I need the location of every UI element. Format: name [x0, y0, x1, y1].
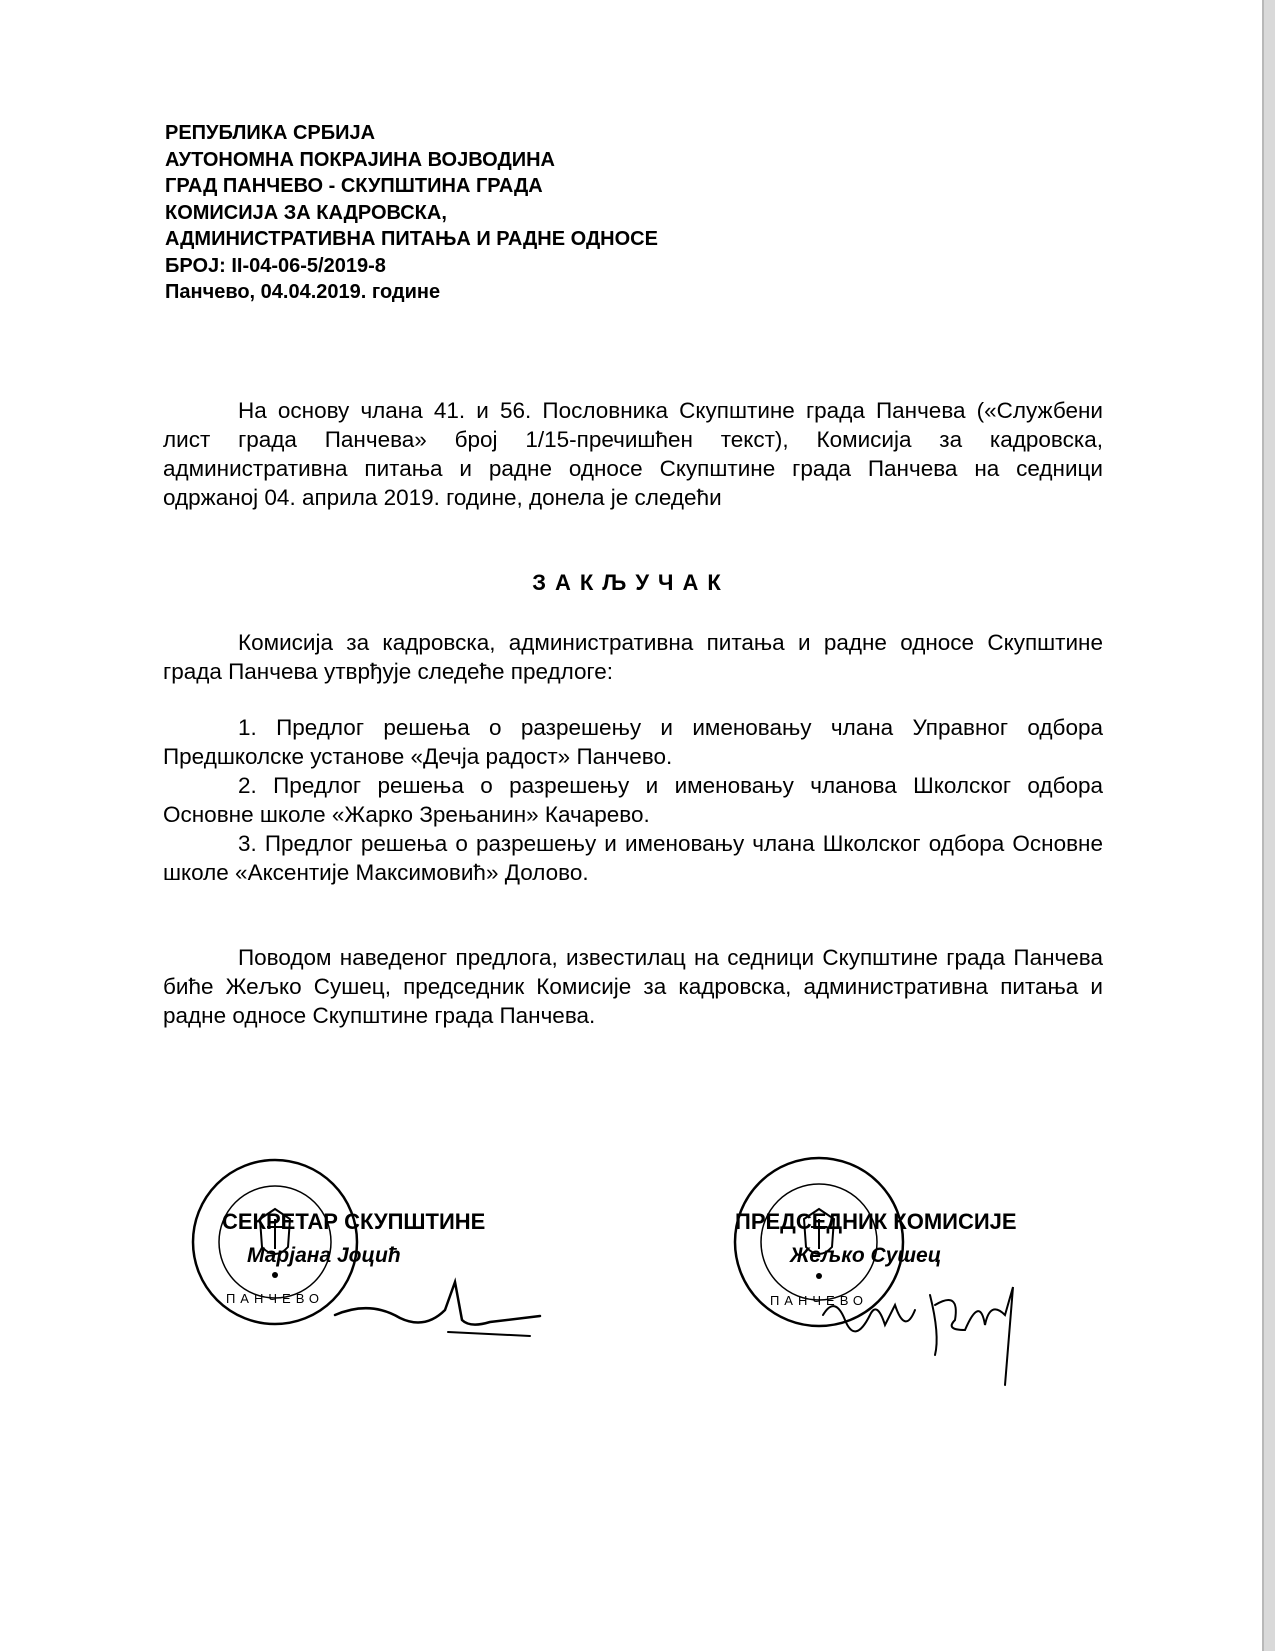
intro-paragraph [163, 396, 1103, 512]
document-title: ЗАКЉУЧАК [532, 570, 730, 595]
header-line-number: БРОЈ: II-04-06-5/2019-8 [165, 254, 386, 277]
proposal-list [163, 713, 1103, 887]
handwritten-signature-right [815, 1275, 1035, 1425]
header-line-city-assembly: ГРАД ПАНЧЕВО - СКУПШТИНА ГРАДА [165, 175, 543, 197]
svg-text:ПАНЧЕВО: ПАНЧЕВО [769, 1293, 869, 1308]
signature-title-left: СЕКРЕТАР СКУПШТИНЕ [222, 1209, 486, 1234]
body-text: Комисија за кадровска, административна питања и радне односе Скупштине града Панчева утврђује следеће предлоге: [163, 630, 1103, 684]
header-line-province: АУТОНОМНА ПОКРАЈИНА ВОЈВОДИНА [165, 148, 555, 171]
closing-paragraph [163, 943, 1103, 1030]
document-header [165, 120, 658, 306]
intro-text: На основу члана 41. и 56. Пословника Скупштине града Панчева («Службени лист града Панчева» број 1/15-пречишћен текст), Комисија за кадровска, административна питања и радне односе Скупштине града Панчева на седници одржаној 04. априла 2019. године, донела је следећи [163, 398, 1103, 510]
header-line-commission: КОМИСИЈА ЗА КАДРОВСКА, [165, 201, 447, 224]
header-line-country: РЕПУБЛИКА СРБИЈА [165, 122, 376, 144]
list-item: 2. Предлог решења о разрешењу и именовању чланова Школског одбора Основне школе «Жарко Зрењанин» Качарево. [163, 773, 1103, 827]
closing-text: Поводом наведеног предлога, известилац на седници Скупштине града Панчева биће Жељко Сушец, председник Комисије за кадровска, административна питања и радне односе Скупштине града Панчева. [163, 945, 1103, 1028]
header-line-date: Панчево, 04.04.2019. године [165, 281, 441, 303]
signature-name-right: Жељко Сушец [790, 1244, 942, 1267]
header-line-commission-cont: АДМИНИСТРАТИВНА ПИТАЊА И РАДНЕ ОДНОСЕ [165, 228, 658, 250]
svg-text:ПАНЧЕВО: ПАНЧЕВО [225, 1291, 325, 1306]
body-paragraph [163, 628, 1103, 686]
list-item: 3. Предлог решења о разрешењу и именовању члана Школског одбора Основне школе «Аксентије Максимовић» Долово. [163, 831, 1103, 885]
handwritten-signature-left [330, 1270, 550, 1350]
signature-name-left: Марјана Јоцић [247, 1244, 401, 1267]
list-item: 1. Предлог решења о разрешењу и именовању члана Управног одбора Предшколске установе «Дечја радост» Панчево. [163, 715, 1103, 769]
signature-title-right: ПРЕДСЕДНИК КОМИСИЈЕ [735, 1209, 1017, 1234]
